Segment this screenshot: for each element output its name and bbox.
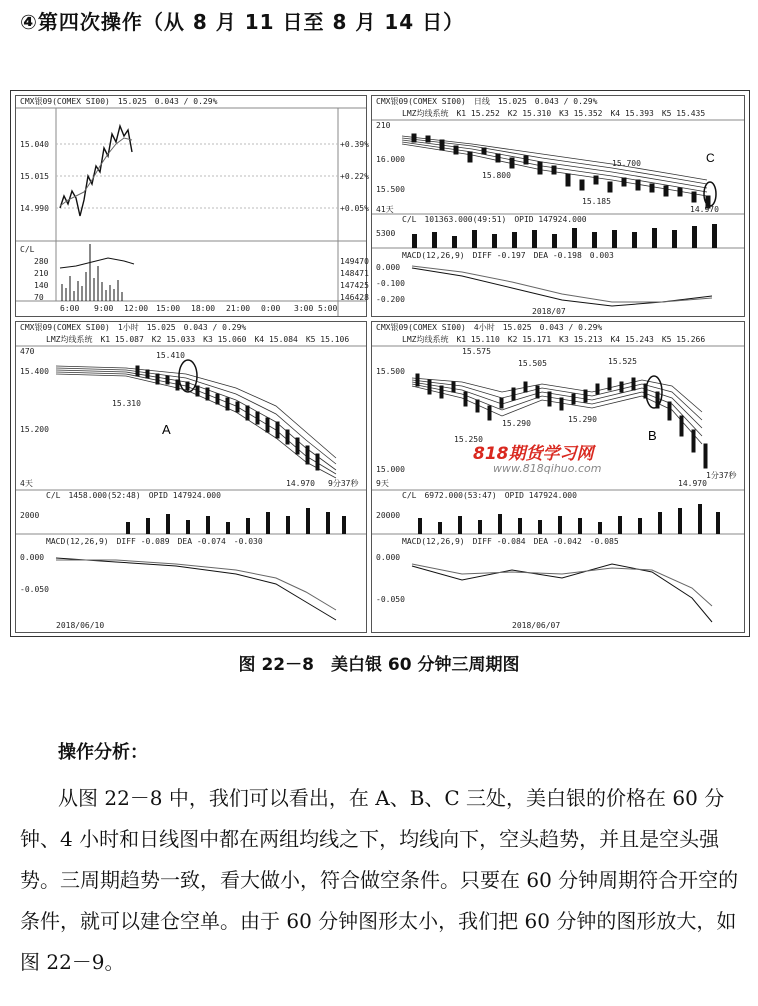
macd-tick: 0.000 (376, 263, 401, 272)
fourhour-header: CMX银09(COMEX SI00) 4小时 15.025 0.043 / 0.29% (376, 323, 603, 332)
macd-tick: -0.050 (376, 595, 405, 604)
hourly-header: CMX银09(COMEX SI00) 1小时 15.025 0.043 / 0.29% (20, 323, 247, 332)
fourhour-label: 1分37秒 (706, 471, 737, 480)
time-tick: 6:00 (60, 304, 80, 313)
daily-chart (372, 96, 744, 316)
figure-caption: 图 22－8 美白银 60 分钟三周期图 (238, 655, 520, 675)
chart-figure (10, 90, 750, 637)
price-tick: 15.500 (376, 367, 405, 376)
oi-line (60, 258, 134, 268)
intraday-header: CMX银09(COMEX SI00) 15.025 0.043 / 0.29% (20, 97, 218, 106)
price-tick: 15.200 (20, 425, 49, 434)
fourhour-macd-legend: MACD(12,26,9) DIFF -0.084 DEA -0.042 -0.085 (402, 537, 619, 546)
hourly-macd-line (56, 558, 336, 620)
panel-intraday (15, 95, 367, 317)
daily-macd-line (412, 268, 712, 306)
price-tick: 15.015 (20, 172, 49, 181)
time-tick: 18:00 (191, 304, 216, 313)
hourly-label: 14.970 (286, 479, 315, 488)
fourhour-label: 15.525 (608, 357, 637, 366)
vol-tick: 140 (34, 281, 49, 290)
pct-tick: +0.22% (340, 172, 369, 181)
vol-tick: 5300 (376, 229, 396, 238)
daily-vol-legend: C/L 101363.000(49:51) OPID 147924.000 (402, 215, 587, 224)
daily-ma-legend: LMZ均线系统 K1 15.252 K2 15.310 K3 15.352 K4 15.393 K5 15.435 (402, 109, 706, 118)
marker-a: A (162, 422, 171, 437)
macd-tick: -0.200 (376, 295, 405, 304)
pct-tick: +0.05% (340, 204, 369, 213)
section-heading: ④第四次操作（从 8 月 11 日至 8 月 14 日） (20, 10, 465, 34)
daily-dea-line (412, 266, 712, 302)
hourly-ma-legend: LMZ均线系统 K1 15.087 K2 15.033 K3 15.060 K4 15.084 K5 15.106 (46, 335, 350, 344)
price-tick: 15.040 (20, 140, 49, 149)
daily-label: 15.185 (582, 197, 611, 206)
hourly-vol-legend: C/L 1458.000(52:48) OPID 147924.000 (46, 491, 221, 500)
fourhour-dea-line (412, 564, 712, 606)
panel-daily (371, 95, 745, 317)
fourhour-label: 15.290 (568, 415, 597, 424)
analysis-heading: 操作分析： (58, 742, 148, 763)
price-tick: 14.990 (20, 204, 49, 213)
hourly-label: 15.310 (112, 399, 141, 408)
pct-tick: +0.39% (340, 140, 369, 149)
vol-tick: 210 (34, 269, 49, 278)
hourly-label: 9分37秒 (328, 479, 359, 488)
watermark (473, 439, 602, 475)
fourhour-volume-bars (418, 504, 720, 534)
macd-tick: 0.000 (376, 553, 401, 562)
hourly-macd-legend: MACD(12,26,9) DIFF -0.089 DEA -0.074 -0.030 (46, 537, 263, 546)
marker-c: C (706, 151, 715, 165)
vol-tick: 280 (34, 257, 49, 266)
fourhour-ma-legend: LMZ均线系统 K1 15.110 K2 15.171 K3 15.213 K4 15.243 K5 15.266 (402, 335, 706, 344)
daily-volume-bars (412, 224, 717, 248)
price-tick: 15.400 (20, 367, 49, 376)
fourhour-label: 14.970 (678, 479, 707, 488)
daily-label: 15.800 (482, 171, 511, 180)
macd-tick: 0.000 (20, 553, 45, 562)
daily-label: 210 (376, 121, 391, 130)
fourhour-label: 15.250 (454, 435, 483, 444)
time-tick: 9:00 (94, 304, 114, 313)
fourhour-label: 9天 (376, 479, 389, 488)
oi-tick: 147425 (340, 281, 369, 290)
oi-tick: 148471 (340, 269, 369, 278)
hourly-label: 4天 (20, 479, 33, 488)
daily-candles (412, 134, 710, 208)
fourhour-label: 15.575 (462, 347, 491, 356)
hourly-chart (16, 322, 366, 632)
time-tick: 0:00 (261, 304, 281, 313)
intraday-chart (16, 96, 369, 316)
time-tick: 3:00 (294, 304, 314, 313)
fourhour-chart (372, 322, 744, 632)
daily-header: CMX银09(COMEX SI00) 日线 15.025 0.043 / 0.29% (376, 97, 598, 106)
panel-4hour (371, 321, 745, 633)
hourly-label: 15.410 (156, 351, 185, 360)
hourly-dea-line (56, 560, 336, 610)
price-tick: 16.000 (376, 155, 405, 164)
vol-tick: 20000 (376, 511, 401, 520)
panel-hourly (15, 321, 367, 633)
hourly-date: 2018/06/10 (56, 621, 105, 630)
time-tick: 15:00 (156, 304, 181, 313)
price-tick: 15.000 (376, 465, 405, 474)
oi-tick: 149470 (340, 257, 369, 266)
daily-label: 14.970 (690, 205, 719, 214)
macd-tick: -0.100 (376, 279, 405, 288)
fourhour-vol-legend: C/L 6972.000(53:47) OPID 147924.000 (402, 491, 577, 500)
time-tick: 21:00 (226, 304, 251, 313)
daily-macd-legend: MACD(12,26,9) DIFF -0.197 DEA -0.198 0.003 (402, 251, 614, 260)
vol-tick: 2000 (20, 511, 40, 520)
watermark-url: www.818qihuo.com (493, 462, 602, 475)
hourly-volume-bars (126, 508, 346, 534)
oi-tick: 146428 (340, 293, 369, 302)
fourhour-date: 2018/06/07 (512, 621, 561, 630)
daily-label: 41天 (376, 205, 394, 214)
analysis-paragraph: 从图 22－8 中，我们可以看出，在 A、B、C 三处，美白银的价格在 60 分钟、4 小时和日线图中都在两组均线之下，均线向下，空头趋势，并且是空头强势。三周期趋势一致，看大做小，符合做空条件。只要在 60 分钟周期符合开空的条件，就可以建仓空单。由于 60 分钟图形太小，我们把 60 分钟的图形放大，如图 22－9。 (20, 786, 739, 974)
daily-date: 2018/07 (532, 307, 566, 316)
marker-b: B (648, 428, 657, 443)
hourly-label: 470 (20, 347, 35, 356)
fourhour-label: 15.290 (502, 419, 531, 428)
vol-label: C/L (20, 245, 35, 254)
price-tick: 15.500 (376, 185, 405, 194)
vol-tick: 70 (34, 293, 44, 302)
volume-bars (62, 244, 122, 301)
watermark-title: 818期货学习网 (473, 444, 594, 464)
macd-tick: -0.050 (20, 585, 49, 594)
fourhour-label: 15.505 (518, 359, 547, 368)
time-tick: 5:00 (318, 304, 338, 313)
daily-label: 15.700 (612, 159, 641, 168)
time-tick: 12:00 (124, 304, 149, 313)
